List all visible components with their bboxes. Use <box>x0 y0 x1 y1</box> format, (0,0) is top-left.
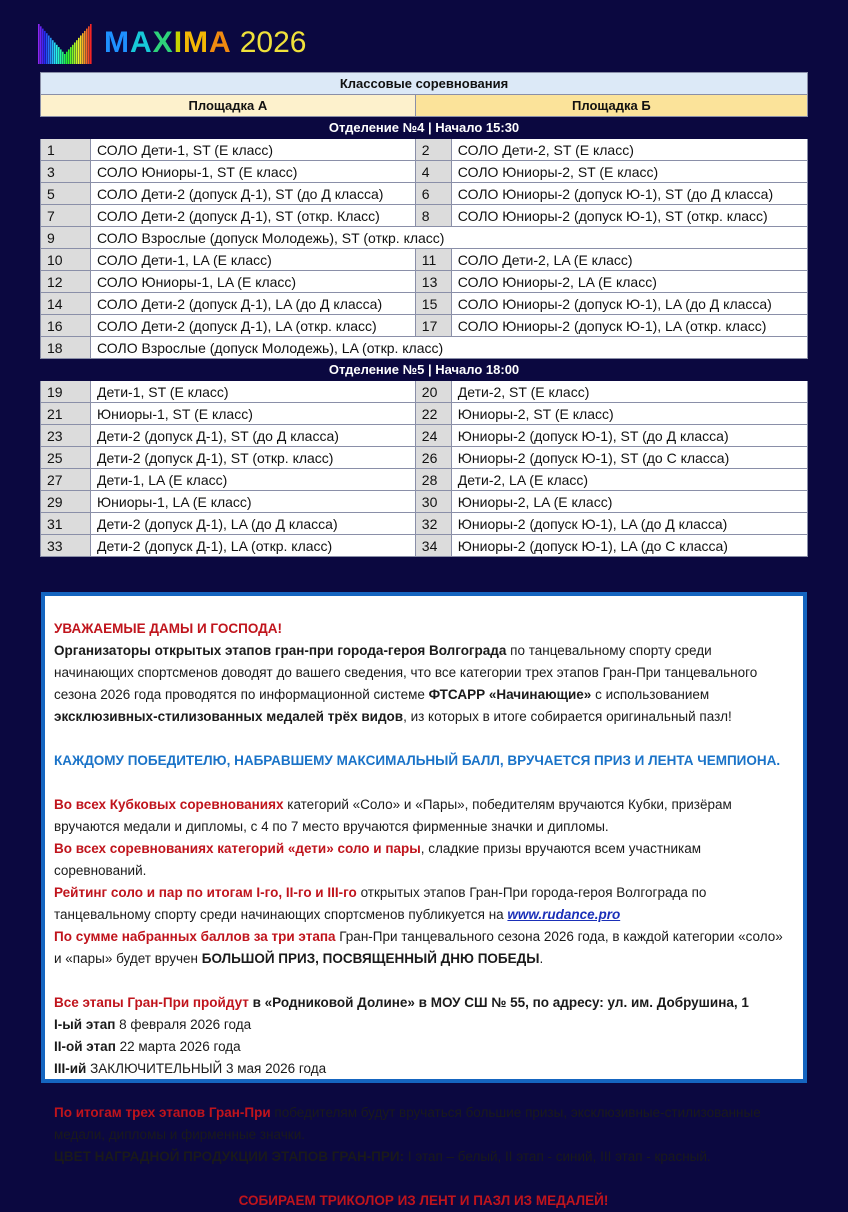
logo-bar <box>88 26 90 64</box>
logo-bar <box>52 40 54 64</box>
logo-bar <box>68 49 70 64</box>
cup-highlight: Во всех Кубковых соревнованиях <box>54 797 284 812</box>
category-name: Дети-2 (допуск Д-1), LA (до Д класса) <box>91 513 416 535</box>
table-title: Классовые соревнования <box>41 73 808 95</box>
category-number: 24 <box>415 425 451 447</box>
category-name: СОЛО Юниоры-2 (допуск Ю-1), LA (до Д класса) <box>451 293 807 315</box>
category-name: СОЛО Дети-2 (допуск Д-1), ST (до Д класса) <box>91 183 416 205</box>
category-name: СОЛО Юниоры-2, ST (Е класс) <box>451 161 807 183</box>
category-name: СОЛО Дети-2 (допуск Д-1), LA (откр. класс) <box>91 315 416 337</box>
table-row <box>41 469 808 491</box>
category-name: СОЛО Дети-1, ST (Е класс) <box>91 139 416 161</box>
stage-label: I-ый этап <box>54 1017 116 1032</box>
category-name: Дети-2 (допуск Д-1), ST (откр. класс) <box>91 447 416 469</box>
category-name: Юниоры-2, LA (Е класс) <box>451 491 807 513</box>
sum-text: Гран-При танцевального сезона 2026 года, в каждой категории «соло» и «пары» будет вручен <box>54 929 783 966</box>
brand-year: 2026 <box>239 26 307 59</box>
section-header: Отделение №4 | Начало 15:30 <box>41 117 808 139</box>
table-row <box>41 205 808 227</box>
category-number: 11 <box>415 249 451 271</box>
medals-text: эксклюзивных-стилизованных медалей трёх видов <box>54 709 404 724</box>
grand-prize-text: БОЛЬШОЙ ПРИЗ, ПОСВЯЩЕННЫЙ ДНЮ ПОБЕДЫ <box>201 951 540 966</box>
category-name: СОЛО Дети-2, LA (Е класс) <box>451 249 807 271</box>
category-number: 28 <box>415 469 451 491</box>
brand-letter: A <box>209 26 232 59</box>
category-name: СОЛО Юниоры-2 (допуск Ю-1), LA (откр. класс) <box>451 315 807 337</box>
rainbow-bars-logo-icon <box>38 20 92 66</box>
category-name: Юниоры-2 (допуск Ю-1), ST (до С класса) <box>451 447 807 469</box>
category-name: Юниоры-2 (допуск Ю-1), LA (до Д класса) <box>451 513 807 535</box>
logo-bar <box>58 47 60 64</box>
table-row <box>41 315 808 337</box>
category-number: 15 <box>415 293 451 315</box>
logo-bar <box>62 52 64 64</box>
category-number: 10 <box>41 249 91 271</box>
category-name: Юниоры-1, LA (Е класс) <box>91 491 416 513</box>
schedule-table <box>40 72 808 557</box>
section-header-row <box>41 359 808 381</box>
intro-text: , из которых в итоге собирается оригинальный пазл! <box>403 709 732 724</box>
category-name: СОЛО Дети-2 (допуск Д-1), ST (откр. Класс) <box>91 205 416 227</box>
logo-bar <box>66 52 68 64</box>
category-name: Юниоры-2 (допуск Ю-1), LA (до С класса) <box>451 535 807 557</box>
logo-bar <box>42 29 44 64</box>
category-number: 14 <box>41 293 91 315</box>
table-row <box>41 447 808 469</box>
kids-highlight: Во всех соревнованиях категорий «дети» соло и пары <box>54 841 421 856</box>
logo-bar <box>48 36 50 65</box>
brand-letter: A <box>130 26 153 59</box>
brand-letter: M <box>183 26 210 59</box>
venue-paragraph <box>54 992 793 1014</box>
logo-bar <box>54 43 56 65</box>
cup-paragraph <box>54 794 793 838</box>
logo-bar <box>56 45 58 64</box>
logo-bar <box>72 45 74 64</box>
table-row <box>41 425 808 447</box>
table-row <box>41 403 808 425</box>
logo-bar <box>46 33 48 64</box>
category-number: 3 <box>41 161 91 183</box>
category-name: СОЛО Юниоры-2, LA (Е класс) <box>451 271 807 293</box>
brand-letter: M <box>104 26 130 59</box>
info-box <box>41 592 807 1208</box>
table-row <box>41 161 808 183</box>
logo-bar <box>82 33 84 64</box>
logo-bar <box>44 31 46 64</box>
category-number: 25 <box>41 447 91 469</box>
intro-text: по танцевальному спорту среди начинающих спортсменов доводят до вашего сведения, что все категории трех этапов Гран-При танцевального сезона 2026 года проводятся по информационной системе <box>54 643 758 702</box>
category-name: СОЛО Юниоры-1, LA (Е класс) <box>91 271 416 293</box>
logo-bar <box>90 24 92 64</box>
venue-address: в «Родниковой Долине» в МОУ СШ № 55, по адресу: ул. им. Добрушина, 1 <box>248 995 749 1010</box>
logo-bar <box>70 47 72 64</box>
table-row <box>41 183 808 205</box>
intro-text: с использованием <box>591 687 710 702</box>
logo-bar <box>86 29 88 64</box>
system-name: ФТСАРР «Начинающие» <box>428 687 592 702</box>
kids-paragraph <box>54 838 793 882</box>
category-name: СОЛО Дети-2 (допуск Д-1), LA (до Д класса) <box>91 293 416 315</box>
category-name: СОЛО Юниоры-2 (допуск Ю-1), ST (до Д класса) <box>451 183 807 205</box>
closing-slogan: СОБИРАЕМ ТРИКОЛОР ИЗ ЛЕНТ И ПАЗЛ ИЗ МЕДАЛЕЙ! <box>238 1193 609 1208</box>
table-title-row <box>41 73 808 95</box>
category-number: 8 <box>415 205 451 227</box>
logo-bar <box>80 36 82 65</box>
category-name: СОЛО Взрослые (допуск Молодежь), LA (откр. класс) <box>91 337 808 359</box>
brand-letter: I <box>173 26 184 59</box>
brand-name <box>104 20 232 66</box>
table-row <box>41 337 808 359</box>
category-name: СОЛО Взрослые (допуск Молодежь), ST (откр. класс) <box>91 227 808 249</box>
stage-2 <box>54 1036 793 1058</box>
category-number: 17 <box>415 315 451 337</box>
category-name: Дети-1, ST (Е класс) <box>91 381 416 403</box>
table-row <box>41 381 808 403</box>
category-name: Юниоры-1, ST (Е класс) <box>91 403 416 425</box>
results-highlight: По итогам трех этапов Гран-При <box>54 1105 271 1120</box>
category-number: 21 <box>41 403 91 425</box>
category-number: 31 <box>41 513 91 535</box>
intro-paragraph <box>54 640 793 728</box>
winner-notice: КАЖДОМУ ПОБЕДИТЕЛЮ, НАБРАВШЕМУ МАКСИМАЛЬНЫЙ БАЛЛ, ВРУЧАЕТСЯ ПРИЗ И ЛЕНТА ЧЕМПИОНА. <box>54 753 781 768</box>
table-row <box>41 139 808 161</box>
award-colors-text: I этап – белый, II этап - синий, III этап - красный. <box>404 1149 711 1164</box>
category-number: 9 <box>41 227 91 249</box>
category-number: 5 <box>41 183 91 205</box>
category-name: Дети-1, LA (Е класс) <box>91 469 416 491</box>
table-row <box>41 293 808 315</box>
stage-date: 8 февраля 2026 года <box>115 1017 252 1032</box>
category-name: Юниоры-2, ST (Е класс) <box>451 403 807 425</box>
category-number: 30 <box>415 491 451 513</box>
brand-letter: X <box>152 26 174 59</box>
section-header: Отделение №5 | Начало 18:00 <box>41 359 808 381</box>
section-header-row <box>41 117 808 139</box>
greeting: УВАЖАЕМЫЕ ДАМЫ И ГОСПОДА! <box>54 621 283 636</box>
category-name: СОЛО Юниоры-2 (допуск Ю-1), ST (откр. класс) <box>451 205 807 227</box>
category-number: 19 <box>41 381 91 403</box>
category-number: 34 <box>415 535 451 557</box>
category-name: СОЛО Дети-2, ST (Е класс) <box>451 139 807 161</box>
results-paragraph <box>54 1102 793 1146</box>
stage-label: III-ий <box>54 1061 87 1076</box>
category-name: Дети-2 (допуск Д-1), LA (откр. класс) <box>91 535 416 557</box>
logo-bar <box>84 31 86 64</box>
logo-bar <box>78 38 80 64</box>
stage-3 <box>54 1058 793 1080</box>
category-name: СОЛО Юниоры-1, ST (Е класс) <box>91 161 416 183</box>
table-row <box>41 227 808 249</box>
sum-paragraph <box>54 926 793 970</box>
category-name: СОЛО Дети-1, LA (Е класс) <box>91 249 416 271</box>
award-colors <box>54 1146 793 1168</box>
category-number: 7 <box>41 205 91 227</box>
category-number: 13 <box>415 271 451 293</box>
category-name: Юниоры-2 (допуск Ю-1), ST (до Д класса) <box>451 425 807 447</box>
category-number: 16 <box>41 315 91 337</box>
logo-bar <box>40 26 42 64</box>
category-number: 27 <box>41 469 91 491</box>
table-row <box>41 491 808 513</box>
table-row <box>41 271 808 293</box>
category-number: 1 <box>41 139 91 161</box>
stage-date: 22 марта 2026 года <box>115 1039 241 1054</box>
category-name: Дети-2 (допуск Д-1), ST (до Д класса) <box>91 425 416 447</box>
award-colors-label: ЦВЕТ НАГРАДНОЙ ПРОДУКЦИИ ЭТАПОВ ГРАН-ПРИ: <box>54 1149 405 1164</box>
category-number: 23 <box>41 425 91 447</box>
category-number: 4 <box>415 161 451 183</box>
stage-1 <box>54 1014 793 1036</box>
maxima-logo <box>38 20 306 66</box>
sum-highlight: По сумме набранных баллов за три этапа <box>54 929 336 944</box>
kids-text: , сладкие призы вручаются всем участникам соревнований. <box>54 841 702 878</box>
logo-bar <box>76 40 78 64</box>
stage-label: II-ой этап <box>54 1039 116 1054</box>
stage-date: ЗАКЛЮЧИТЕЛЬНЫЙ 3 мая 2026 года <box>86 1061 327 1076</box>
rating-paragraph <box>54 882 793 926</box>
rudance-link[interactable]: www.rudance.pro <box>507 907 621 922</box>
logo-bar <box>50 38 52 64</box>
logo-bar <box>60 49 62 64</box>
sum-end: . <box>539 951 544 966</box>
cup-text: категорий «Соло» и «Пары», победителям вручаются Кубки, призёрам вручаются медали и дипломы, с 4 по 7 место вручаются фирменные значки и дипломы. <box>54 797 732 834</box>
table-row <box>41 249 808 271</box>
category-number: 6 <box>415 183 451 205</box>
rating-highlight: Рейтинг соло и пар по итогам I-го, II-го и III-го <box>54 885 357 900</box>
category-number: 12 <box>41 271 91 293</box>
organizers-text: Организаторы открытых этапов гран-при города-героя Волгограда <box>54 643 507 658</box>
venue-b-header: Площадка Б <box>415 95 807 117</box>
table-row <box>41 535 808 557</box>
logo-bar <box>74 43 76 65</box>
category-number: 26 <box>415 447 451 469</box>
rating-text: открытых этапов Гран-При города-героя Волгограда по танцевальному спорту среди начинающих спортсменов публикуется на <box>54 885 707 922</box>
category-number: 22 <box>415 403 451 425</box>
venue-a-header: Площадка А <box>41 95 416 117</box>
logo-bar <box>64 54 66 64</box>
category-number: 18 <box>41 337 91 359</box>
category-number: 20 <box>415 381 451 403</box>
category-number: 33 <box>41 535 91 557</box>
logo-bar <box>38 24 40 64</box>
category-name: Дети-2, ST (Е класс) <box>451 381 807 403</box>
category-number: 29 <box>41 491 91 513</box>
category-name: Дети-2, LA (Е класс) <box>451 469 807 491</box>
table-row <box>41 513 808 535</box>
venue-highlight: Все этапы Гран-При пройдут <box>54 995 249 1010</box>
venue-header-row <box>41 95 808 117</box>
results-text: победителям будут вручаться большие призы, эксклюзивные-стилизованные медали, дипломы и фирменные значки. <box>54 1105 761 1142</box>
category-number: 2 <box>415 139 451 161</box>
category-number: 32 <box>415 513 451 535</box>
